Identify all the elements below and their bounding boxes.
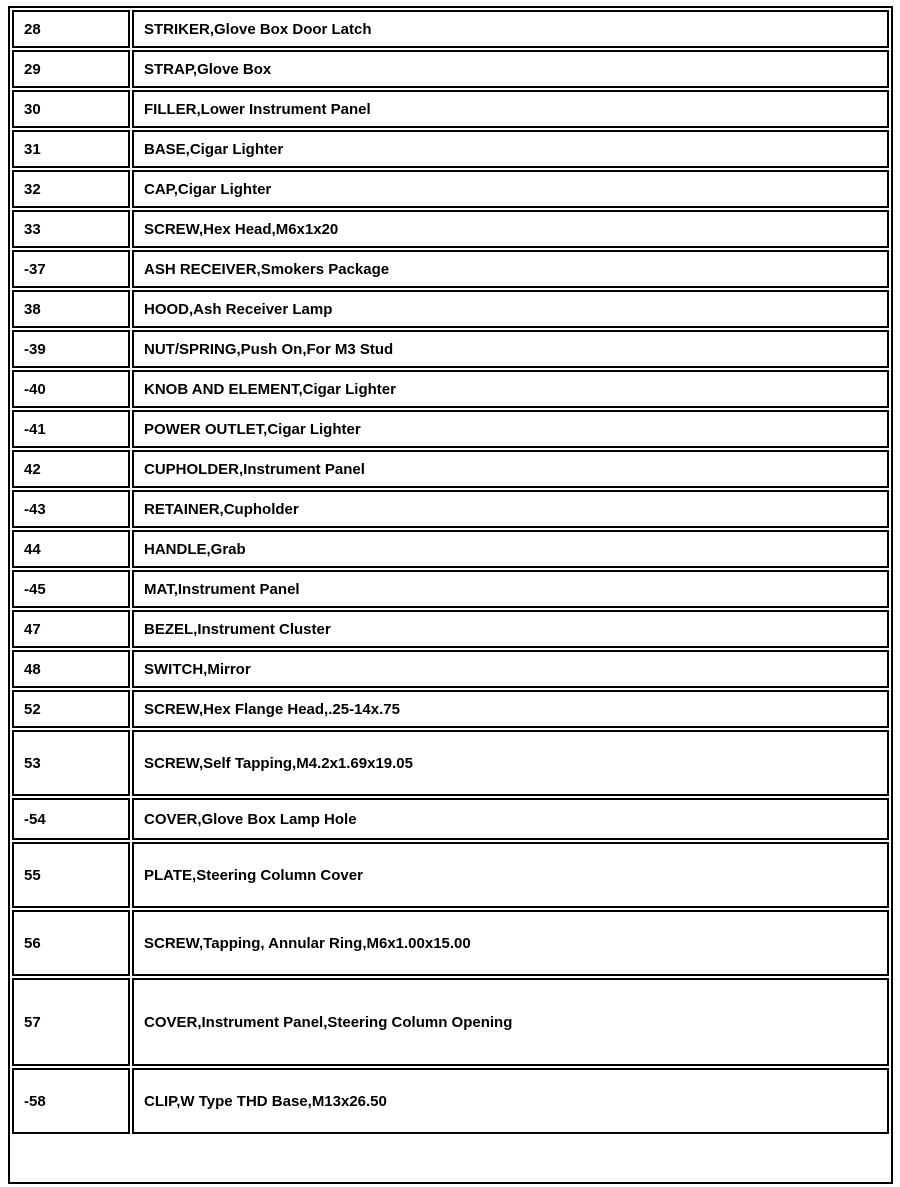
table-row	[12, 690, 889, 728]
table-row	[12, 650, 889, 688]
part-description: CAP,Cigar Lighter	[132, 170, 889, 208]
part-description: CUPHOLDER,Instrument Panel	[132, 450, 889, 488]
parts-table	[10, 8, 891, 1136]
part-number: 32	[12, 170, 130, 208]
table-row	[12, 330, 889, 368]
table-row	[12, 370, 889, 408]
table-row	[12, 1068, 889, 1134]
part-description: KNOB AND ELEMENT,Cigar Lighter	[132, 370, 889, 408]
part-number: -39	[12, 330, 130, 368]
part-description: CLIP,W Type THD Base,M13x26.50	[132, 1068, 889, 1134]
part-number: -40	[12, 370, 130, 408]
part-number: 44	[12, 530, 130, 568]
table-row	[12, 210, 889, 248]
part-description: POWER OUTLET,Cigar Lighter	[132, 410, 889, 448]
part-number: -43	[12, 490, 130, 528]
part-description: HOOD,Ash Receiver Lamp	[132, 290, 889, 328]
part-description: SCREW,Self Tapping,M4.2x1.69x19.05	[132, 730, 889, 796]
part-number: 47	[12, 610, 130, 648]
part-description: SWITCH,Mirror	[132, 650, 889, 688]
table-row	[12, 50, 889, 88]
table-row	[12, 570, 889, 608]
part-number: 30	[12, 90, 130, 128]
part-number: 42	[12, 450, 130, 488]
table-row	[12, 90, 889, 128]
table-row	[12, 610, 889, 648]
part-description: RETAINER,Cupholder	[132, 490, 889, 528]
part-description: ASH RECEIVER,Smokers Package	[132, 250, 889, 288]
part-number: 56	[12, 910, 130, 976]
part-description: BASE,Cigar Lighter	[132, 130, 889, 168]
part-description: SCREW,Hex Flange Head,.25-14x.75	[132, 690, 889, 728]
part-number: 53	[12, 730, 130, 796]
parts-list-sheet	[8, 6, 893, 1184]
part-number: 55	[12, 842, 130, 908]
part-number: 33	[12, 210, 130, 248]
table-row	[12, 978, 889, 1066]
table-row	[12, 842, 889, 908]
table-row	[12, 10, 889, 48]
part-description: SCREW,Hex Head,M6x1x20	[132, 210, 889, 248]
part-description: HANDLE,Grab	[132, 530, 889, 568]
part-number: 38	[12, 290, 130, 328]
table-row	[12, 250, 889, 288]
part-number: 29	[12, 50, 130, 88]
part-number: -41	[12, 410, 130, 448]
part-number: -45	[12, 570, 130, 608]
table-row	[12, 910, 889, 976]
table-row	[12, 410, 889, 448]
table-row	[12, 130, 889, 168]
part-number: 48	[12, 650, 130, 688]
part-description: COVER,Instrument Panel,Steering Column Opening	[132, 978, 889, 1066]
part-description: PLATE,Steering Column Cover	[132, 842, 889, 908]
table-row	[12, 730, 889, 796]
part-number: 52	[12, 690, 130, 728]
part-description: BEZEL,Instrument Cluster	[132, 610, 889, 648]
part-description: FILLER,Lower Instrument Panel	[132, 90, 889, 128]
part-description: STRAP,Glove Box	[132, 50, 889, 88]
table-row	[12, 290, 889, 328]
table-row	[12, 170, 889, 208]
table-row	[12, 450, 889, 488]
table-row	[12, 490, 889, 528]
part-description: NUT/SPRING,Push On,For M3 Stud	[132, 330, 889, 368]
table-row	[12, 798, 889, 840]
part-description: MAT,Instrument Panel	[132, 570, 889, 608]
part-description: STRIKER,Glove Box Door Latch	[132, 10, 889, 48]
table-row	[12, 530, 889, 568]
part-number: 31	[12, 130, 130, 168]
part-description: COVER,Glove Box Lamp Hole	[132, 798, 889, 840]
part-number: -58	[12, 1068, 130, 1134]
part-description: SCREW,Tapping, Annular Ring,M6x1.00x15.00	[132, 910, 889, 976]
part-number: 28	[12, 10, 130, 48]
part-number: 57	[12, 978, 130, 1066]
part-number: -37	[12, 250, 130, 288]
part-number: -54	[12, 798, 130, 840]
